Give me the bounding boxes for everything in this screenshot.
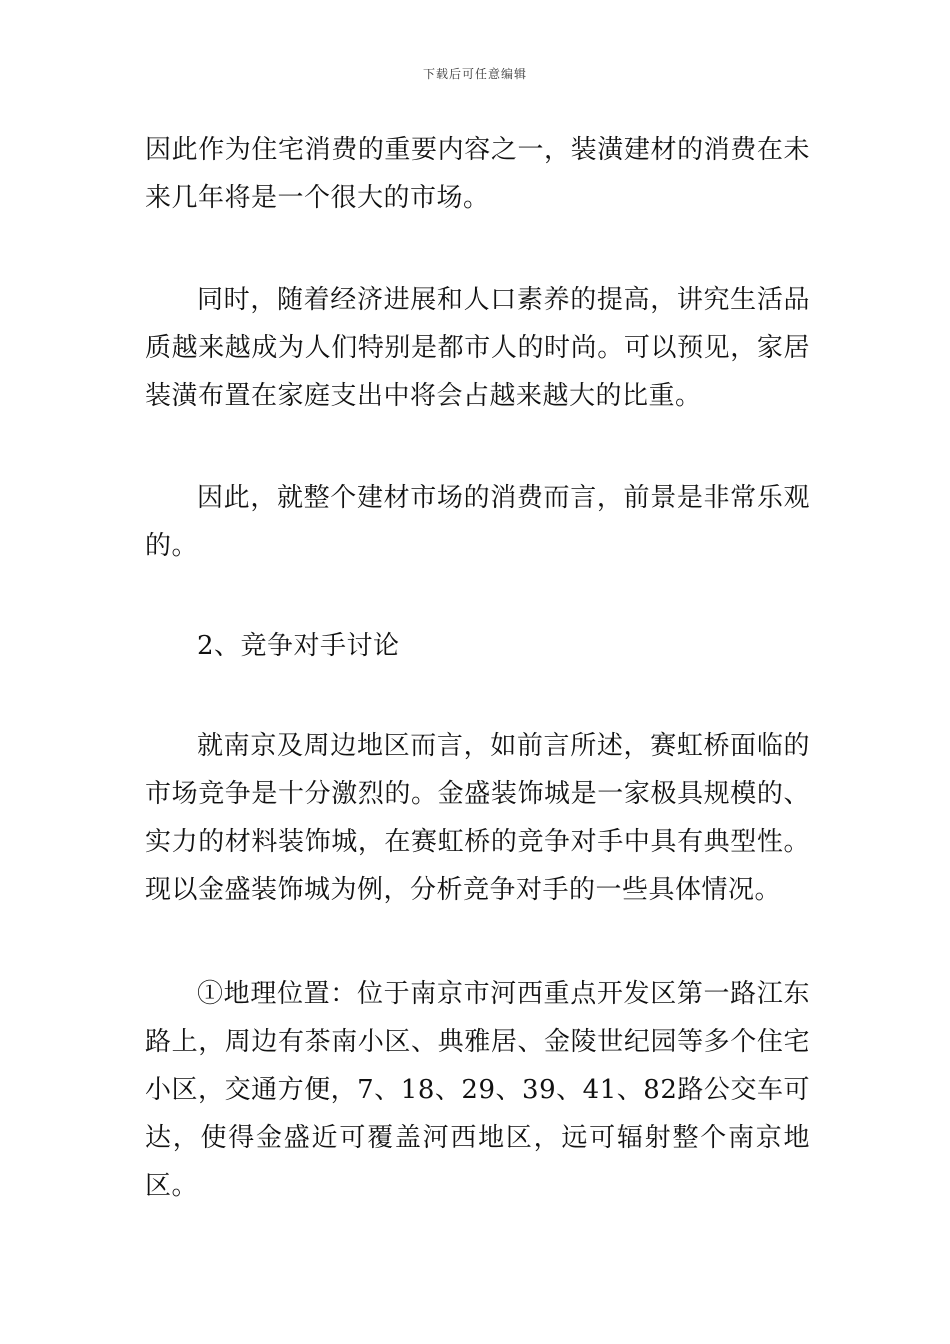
paragraph-competition-overview: 就南京及周边地区而言，如前言所述，赛虹桥面临的市场竞争是十分激烈的。金盛装饰城是一家极具规模的、实力的材料装饰城，在赛虹桥的竞争对手中具有典型性。现以金盛装饰城为例，分析竞争对手的一些具体情况。 [145, 731, 810, 905]
section-heading-competitor-discussion: 2、竞争对手讨论 [197, 631, 400, 661]
paragraph-quality-of-life: 同时，随着经济进展和人口素养的提高，讲究生活品质越来越成为人们特别是都市人的时尚。可以预见，家居装潢布置在家庭支出中将会占越来越大的比重。 [145, 285, 810, 411]
header-note: 下载后可任意编辑 [422, 67, 527, 81]
paragraph-geographic-location: ①地理位置：位于南京市河西重点开发区第一路江东路上，周边有茶南小区、典雅居、金陵世纪园等多个住宅小区，交通方便，7、18、29、39、41、82路公交车可达，使得金盛近可覆盖河西地区，远可辐射整个南京地区。 [145, 979, 810, 1201]
paragraph-consumption-market: 因此作为住宅消费的重要内容之一，装潢建材的消费在未来几年将是一个很大的市场。 [145, 135, 810, 213]
paragraph-market-outlook: 因此，就整个建材市场的消费而言，前景是非常乐观的。 [145, 483, 810, 561]
